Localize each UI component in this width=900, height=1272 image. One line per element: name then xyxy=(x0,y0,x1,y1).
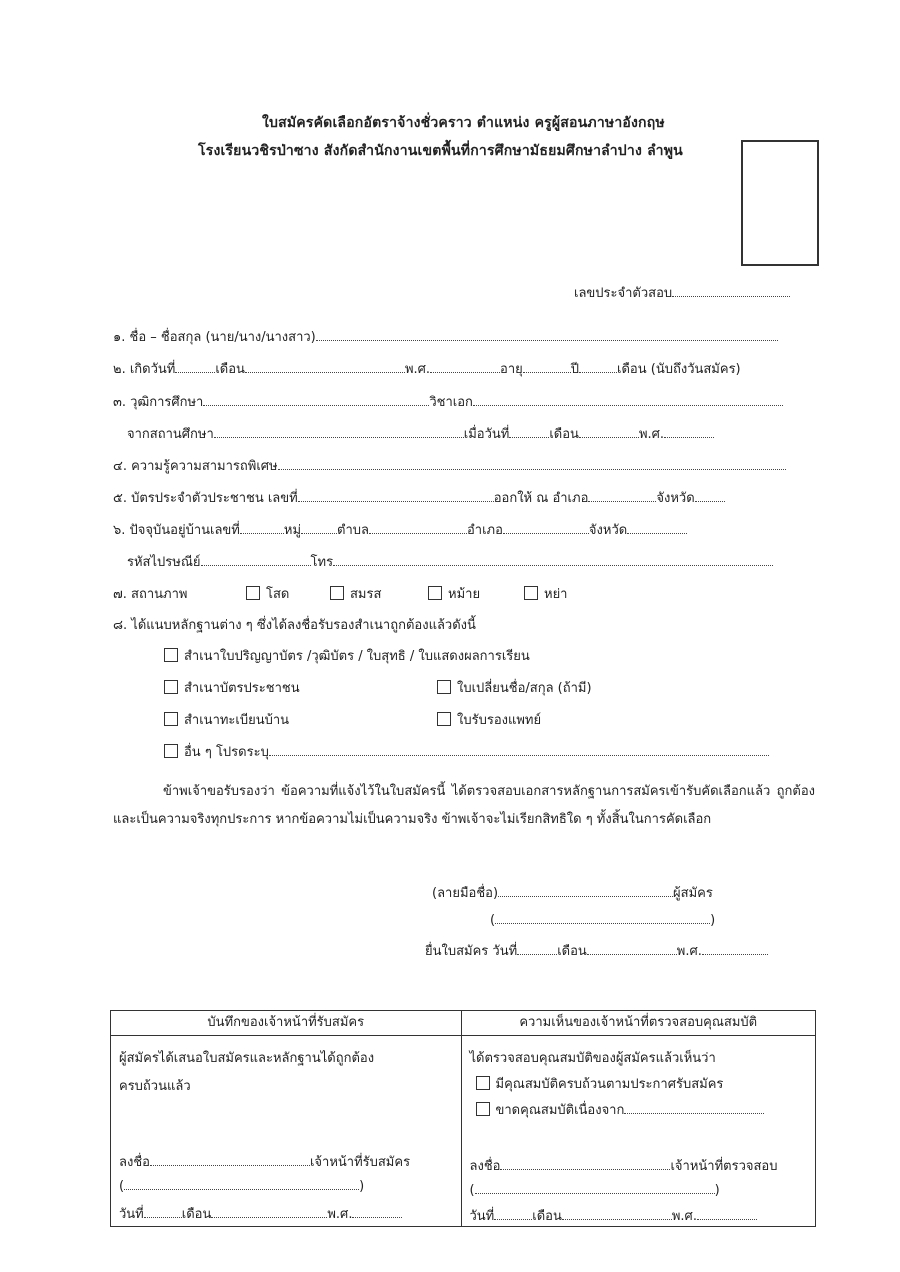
officer-table xyxy=(110,1010,816,1227)
field-education[interactable] xyxy=(113,391,783,412)
checkbox-icon[interactable] xyxy=(476,1102,490,1116)
field-birth[interactable] xyxy=(113,358,741,379)
form-title: ใบสมัครคัดเลือกอัตราจ้างชั่วคราว ตำแหน่ง ครูผู้สอนภาษาอังกฤษ xyxy=(262,115,665,131)
idcard-label: ๕. บัตรประจำตัวประชาชน เลขที่ xyxy=(113,491,298,506)
submit-date[interactable]: ยื่นใบสมัคร วันที่ เดือน พ.ศ. xyxy=(425,940,768,961)
checkbox-icon[interactable] xyxy=(524,586,538,600)
field-idcard[interactable] xyxy=(113,487,725,508)
checkbox-icon[interactable] xyxy=(330,586,344,600)
doc-other-dots[interactable] xyxy=(269,743,769,756)
birth-year-label: พ.ศ. xyxy=(404,362,431,377)
inspector-paren[interactable]: ( ) xyxy=(469,1183,720,1198)
field-skills[interactable] xyxy=(113,455,786,476)
moo-label: หมู่ xyxy=(283,523,302,538)
receiver-sign[interactable]: ลงชื่อ เจ้าหน้าที่รับสมัคร xyxy=(119,1155,411,1170)
receiver-paren[interactable]: ( ) xyxy=(119,1179,365,1194)
status-married[interactable]: สมรส xyxy=(330,583,381,604)
checkbox-icon[interactable] xyxy=(164,744,178,758)
field-name-dots[interactable] xyxy=(316,328,778,341)
receiver-note-2: ครบถ้วนแล้ว xyxy=(119,1079,191,1094)
doc-idcard[interactable]: สำเนาบัตรประชาชน xyxy=(164,677,300,698)
checkbox-icon[interactable] xyxy=(437,680,451,694)
field-postcode[interactable] xyxy=(127,551,773,572)
education-label: ๓. วุฒิการศึกษา xyxy=(113,395,204,410)
grad-month-label: เดือน xyxy=(549,427,579,442)
checkbox-icon[interactable] xyxy=(164,648,178,662)
age-years-label: ปี xyxy=(570,362,580,377)
amphoe-label: อำเภอ xyxy=(466,523,503,538)
field-name-label: ๑. ชื่อ – ชื่อสกุล (นาย/นาง/นางสาว) xyxy=(113,330,316,345)
checkbox-icon[interactable] xyxy=(476,1076,490,1090)
field-institution[interactable] xyxy=(127,423,714,444)
tambon-label: ตำบล xyxy=(337,523,369,538)
postcode-label: รหัสไปรษณีย์ xyxy=(127,555,201,570)
birth-label: ๒. เกิดวันที่ xyxy=(113,362,176,377)
school-subtitle: โรงเรียนวชิรป่าซาง สังกัดสำนักงานเขตพื้นที่การศึกษามัธยมศึกษาลำปาง ลำพูน xyxy=(198,143,683,159)
inspector-head: ความเห็นของเจ้าหน้าที่ตรวจสอบคุณสมบัติ xyxy=(462,1011,816,1036)
doc-namechange[interactable]: ใบเปลี่ยนชื่อ/สกุล (ถ้ามี) xyxy=(437,677,592,698)
field-status xyxy=(113,583,187,604)
doc-house[interactable]: สำเนาทะเบียนบ้าน xyxy=(164,709,289,730)
address-province-label: จังหวัด xyxy=(588,523,628,538)
receiver-date[interactable]: วันที่ เดือน พ.ศ. xyxy=(119,1203,402,1224)
birth-month-label: เดือน xyxy=(215,362,245,377)
checkbox-icon[interactable] xyxy=(164,712,178,726)
checkbox-icon[interactable] xyxy=(164,680,178,694)
applicant-name-paren[interactable]: ( ) xyxy=(490,913,716,928)
inspector-column xyxy=(462,1011,816,1226)
doc-other[interactable]: อื่น ๆ โปรดระบุ xyxy=(164,741,769,762)
checkbox-icon[interactable] xyxy=(428,586,442,600)
grad-year-label: พ.ศ. xyxy=(638,427,665,442)
doc-medical[interactable]: ใบรับรองแพทย์ xyxy=(437,709,541,730)
exam-id-field[interactable] xyxy=(574,282,790,303)
status-divorced[interactable]: หย่า xyxy=(524,583,568,604)
photo-box xyxy=(741,140,819,266)
inspector-opt-qualified[interactable]: มีคุณสมบัติครบถ้วนตามประกาศรับสมัคร xyxy=(476,1073,724,1094)
issued-at-label: ออกให้ ณ อำเภอ xyxy=(493,491,589,506)
field-documents xyxy=(113,614,476,635)
skills-label: ๔. ความรู้ความสามารถพิเศษ xyxy=(113,459,278,474)
address-label: ๖. ปัจจุบันอยู่บ้านเลขที่ xyxy=(113,523,240,538)
idcard-province-label: จังหวัด xyxy=(656,491,695,506)
receiver-note-1: ผู้สมัครได้เสนอใบสมัครและหลักฐานได้ถูกต้อง xyxy=(119,1051,375,1066)
age-label: อายุ xyxy=(500,362,523,377)
status-widowed[interactable]: หม้าย xyxy=(428,583,480,604)
inspector-date[interactable]: วันที่ เดือน พ.ศ. xyxy=(470,1205,757,1226)
inspector-note: ได้ตรวจสอบคุณสมบัติของผู้สมัครแล้วเห็นว่า xyxy=(469,1051,716,1066)
major-label: วิชาเอก xyxy=(429,395,473,410)
documents-label: ๘. ได้แนบหลักฐานต่าง ๆ ซึ่งได้ลงชื่อรับรองสำเนาถูกต้องแล้วดังนี้ xyxy=(113,618,476,633)
age-months-label: เดือน (นับถึงวันสมัคร) xyxy=(617,362,741,377)
declaration-text: ข้าพเจ้าขอรับรองว่า ข้อความที่แจ้งไว้ในใบสมัครนี้ ได้ตรวจสอบเอกสารหลักฐานการสมัครเข้ารับคัดเลือกแล้ว ถูกต้องและเป็นความจริงทุกประการ หากข้อความไม่เป็นความจริง ข้าพเจ้าจะไม่เรียกสิทธิใด ๆ ทั้งสิ้นในการคัดเลือก xyxy=(113,784,815,827)
checkbox-icon[interactable] xyxy=(246,586,260,600)
field-address[interactable] xyxy=(113,519,687,540)
status-label: ๗. สถานภาพ xyxy=(113,587,188,602)
when-day-label: เมื่อวันที่ xyxy=(463,427,510,442)
receiver-column xyxy=(111,1011,462,1226)
exam-id-dots[interactable] xyxy=(672,284,790,297)
checkbox-icon[interactable] xyxy=(437,712,451,726)
status-single[interactable]: โสด xyxy=(246,583,289,604)
applicant-signature[interactable]: (ลายมือชื่อ) ผู้สมัคร xyxy=(432,886,713,901)
institution-label: จากสถานศึกษา xyxy=(127,427,214,442)
field-name[interactable] xyxy=(113,326,778,347)
receiver-head: บันทึกของเจ้าหน้าที่รับสมัคร xyxy=(111,1011,461,1036)
phone-label: โทร xyxy=(310,555,334,570)
inspector-sign[interactable]: ลงชื่อ เจ้าหน้าที่ตรวจสอบ xyxy=(469,1159,778,1174)
exam-id-label: เลขประจำตัวสอบ xyxy=(574,286,673,301)
doc-degree[interactable]: สำเนาใบปริญญาบัตร /วุฒิบัตร / ใบสุทธิ / ใบแสดงผลการเรียน xyxy=(164,645,530,666)
inspector-opt-lacking[interactable]: ขาดคุณสมบัติเนื่องจาก xyxy=(476,1099,765,1120)
